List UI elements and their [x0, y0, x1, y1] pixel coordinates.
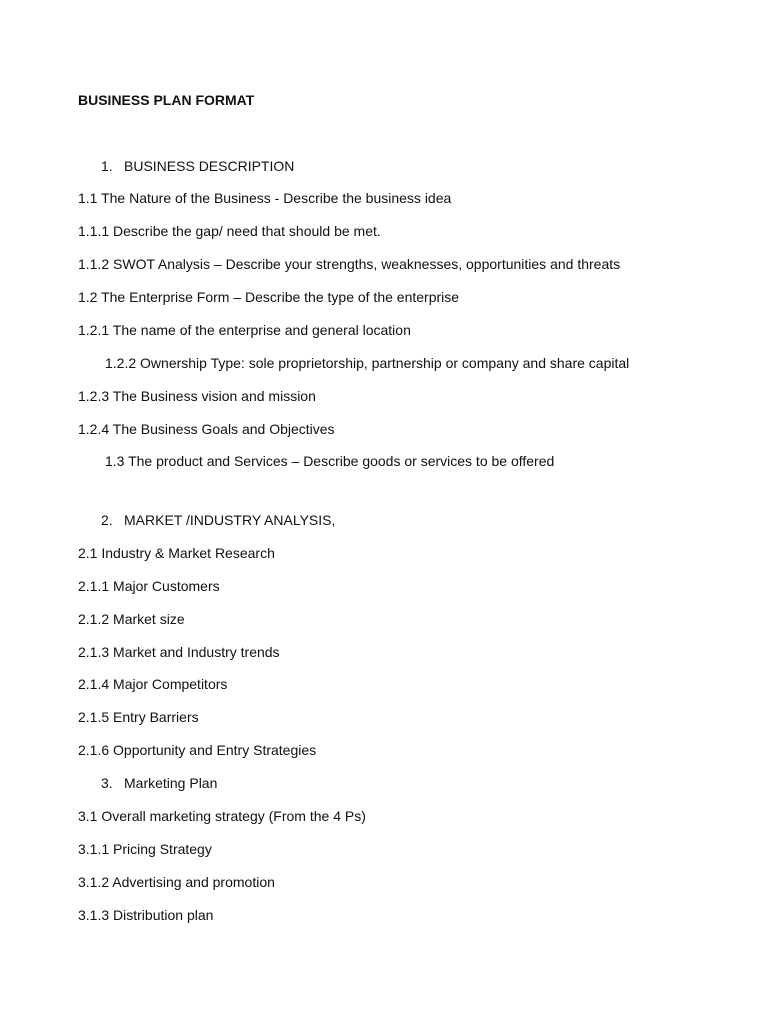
list-item: 2.1.6 Opportunity and Entry Strategies: [78, 742, 317, 758]
section-1-number: 1.: [101, 158, 113, 174]
list-item: 2.1.2 Market size: [78, 611, 185, 627]
section-2-number: 2.: [101, 512, 113, 528]
list-item: 2.1.3 Market and Industry trends: [78, 644, 280, 660]
section-2-heading: MARKET /INDUSTRY ANALYSIS,: [124, 512, 336, 528]
list-item: 1.2 The Enterprise Form – Describe the type of the enterprise: [78, 289, 460, 305]
section-3-number: 3.: [101, 775, 113, 791]
list-item: 3.1.2 Advertising and promotion: [78, 874, 275, 890]
list-item: 2.1.1 Major Customers: [78, 578, 220, 594]
list-item: 1.1.2 SWOT Analysis – Describe your strengths, weaknesses, opportunities and threats: [78, 256, 621, 272]
list-item: 1.2.1 The name of the enterprise and general location: [78, 322, 411, 338]
list-item: 3.1.3 Distribution plan: [78, 907, 214, 923]
list-item: 3.1 Overall marketing strategy (From the 4 Ps): [78, 808, 366, 824]
list-item: 1.3 The product and Services – Describe goods or services to be offered: [105, 453, 555, 469]
list-item: 1.1 The Nature of the Business - Describe the business idea: [78, 190, 452, 206]
list-item: 2.1 Industry & Market Research: [78, 545, 275, 561]
section-3-heading: Marketing Plan: [124, 775, 218, 791]
list-item: 1.2.2 Ownership Type: sole proprietorship, partnership or company and share capital: [105, 355, 630, 371]
list-item: 1.2.3 The Business vision and mission: [78, 388, 316, 404]
list-item: 1.1.1 Describe the gap/ need that should be met.: [78, 223, 381, 239]
list-item: 2.1.4 Major Competitors: [78, 676, 228, 692]
section-1-heading: BUSINESS DESCRIPTION: [124, 158, 295, 174]
list-item: 2.1.5 Entry Barriers: [78, 709, 199, 725]
list-item: 3.1.1 Pricing Strategy: [78, 841, 212, 857]
list-item: 1.2.4 The Business Goals and Objectives: [78, 421, 335, 437]
document-title: BUSINESS PLAN FORMAT: [78, 92, 255, 108]
